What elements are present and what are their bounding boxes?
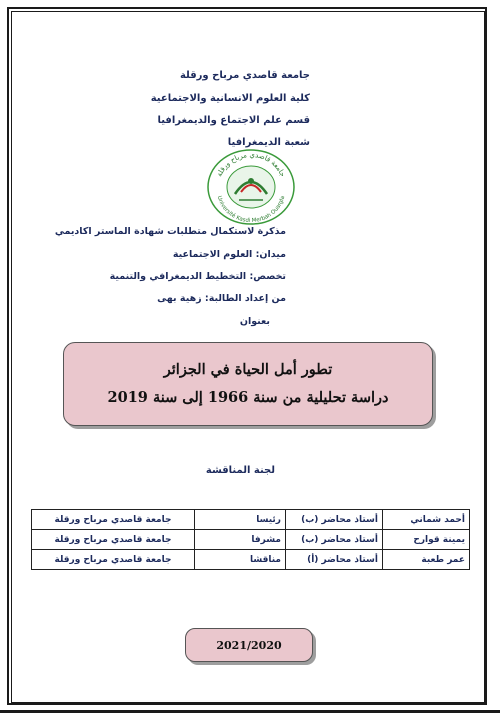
thesis-title-subtitle: دراسة تحليلية من سنة 1966 إلى سنة 2019	[107, 389, 389, 406]
committee-heading: لجنة المناقشة	[205, 465, 275, 476]
member-role: رئيسا	[195, 510, 286, 530]
faculty-name: كلية العلوم الانسانية والاجتماعية	[150, 93, 310, 104]
field-line: ميدان: العلوم الاجتماعية	[172, 249, 286, 260]
committee-table	[31, 509, 470, 570]
member-institution: جامعة قاصدي مرباح ورقلة	[32, 510, 195, 530]
logo-ring-latin: Université Kasdi Merbah Ouargla	[215, 195, 287, 225]
thesis-title-main: تطور أمل الحياة في الجزائر	[163, 361, 333, 378]
academic-year-box	[185, 628, 313, 662]
table-row	[32, 550, 470, 570]
member-role: مشرفا	[195, 530, 286, 550]
bottom-rule	[0, 710, 500, 713]
logo-ring-arabic: جامعة قاصدي مرباح ورقلة	[215, 150, 287, 178]
table-row	[32, 510, 470, 530]
student-line: من إعداد الطالبة: زهية بهى	[157, 293, 286, 304]
member-name: عمر طعبة	[383, 550, 470, 570]
member-rank: أستاذ محاضر (ب)	[286, 530, 383, 550]
title-label: بعنوان	[239, 316, 270, 327]
member-name: يمينة قوارح	[383, 530, 470, 550]
department-name: قسم علم الاجتماع والديمغرافيا	[157, 115, 310, 126]
branch-name: شعبة الديمغرافيا	[227, 137, 310, 148]
table-row	[32, 530, 470, 550]
member-name: أحمد شماني	[383, 510, 470, 530]
university-logo-icon	[205, 148, 297, 226]
member-rank: أستاذ محاضر (ب)	[286, 510, 383, 530]
member-role: مناقشا	[195, 550, 286, 570]
academic-year: 2021/2020	[216, 638, 282, 652]
memo-purpose: مذكرة لاستكمال متطلبات شهادة الماستر اكاديمي	[54, 226, 286, 237]
thesis-title-box	[63, 342, 433, 426]
member-institution: جامعة قاصدي مرباح ورقلة	[32, 550, 195, 570]
member-institution: جامعة قاصدي مرباح ورقلة	[32, 530, 195, 550]
member-rank: أستاذ محاضر (أ)	[286, 550, 383, 570]
specialty-line: تخصص: التخطيط الديمغرافي والتنمية	[109, 271, 286, 282]
university-name: جامعة قاصدي مرباح ورقلة	[179, 70, 310, 81]
